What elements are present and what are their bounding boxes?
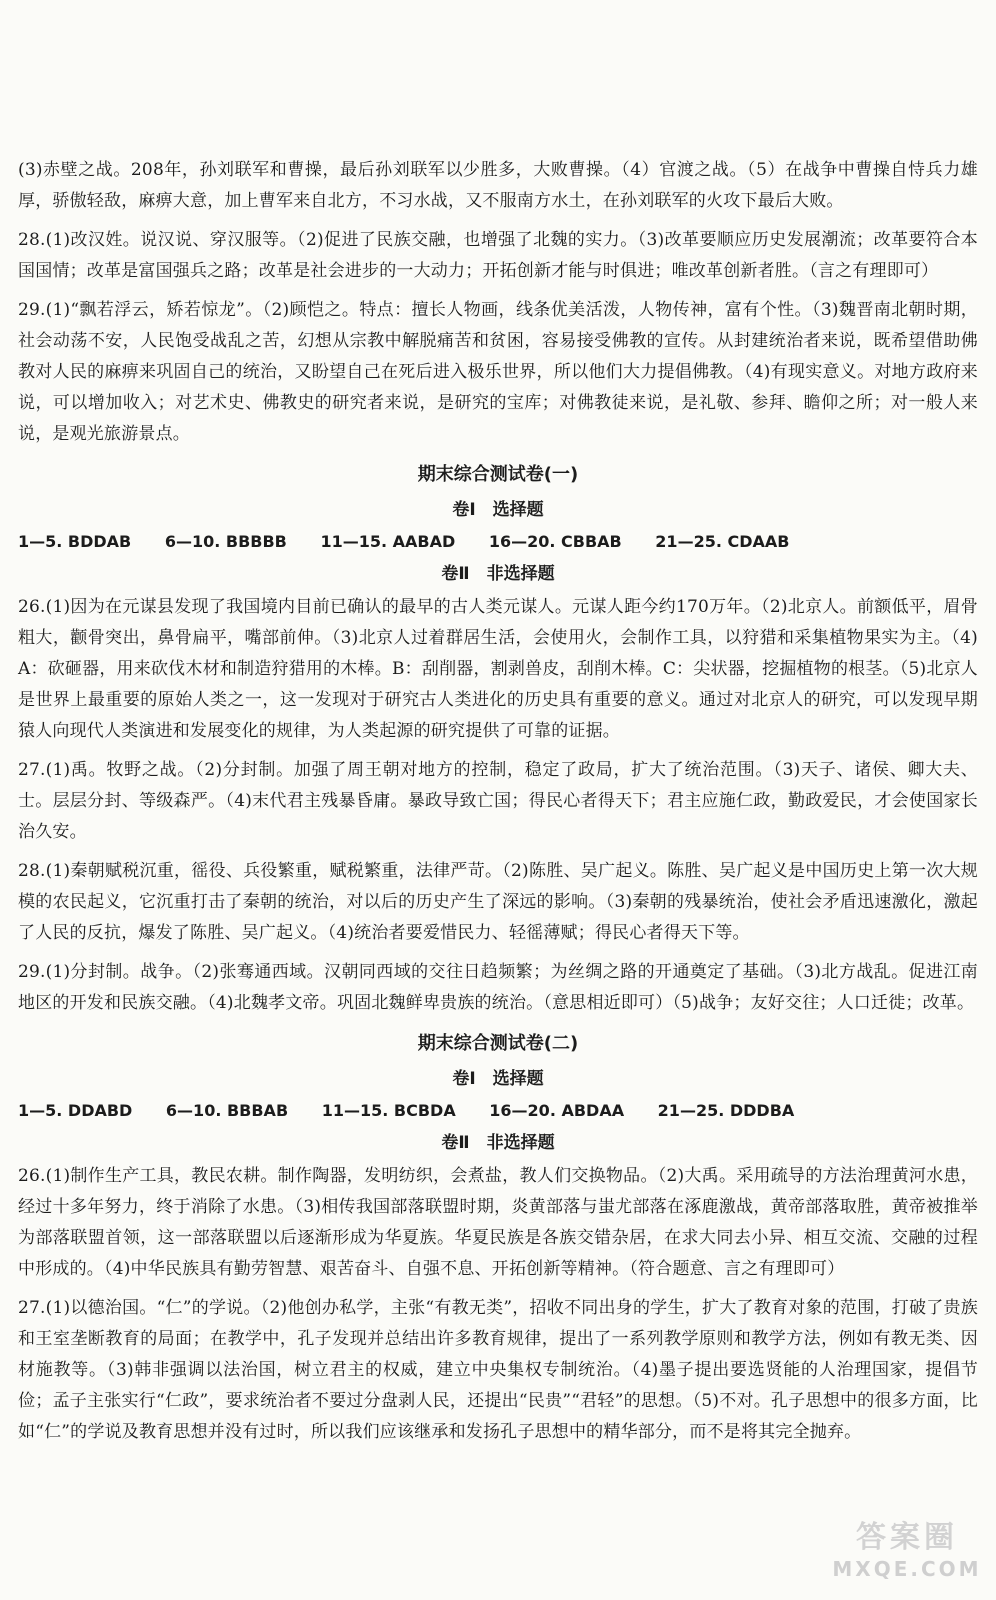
exam2-title: 期末综合测试卷(二) bbox=[417, 1033, 579, 1054]
answer-group: 6—10. BBBBB bbox=[164, 532, 287, 551]
paragraph-q29: 29.(1)“飘若浮云，矫若惊龙”。（2)顾恺之。特点：擅长人物画，线条优美活泼，人物传神，富有个性。（3)魏晋南北朝时期，社会动荡不安，人民饱受战乱之苦，幻想从宗教中解脱痛苦和贫困，容易接受佛教的宣传。从封建统治者来说，既希望借助佛教对人民的麻痹来巩固自己的统治，又盼望自己在死后进入极乐世界，所以他们大力提倡佛教。（4)有现实意义。对地方政府来说，可以增加收入；对艺术史、佛教史的研究者来说，是研究的宝库；对佛教徒来说，是礼敬、参拜、瞻仰之所；对一般人来说，是观光旅游景点。 bbox=[18, 300, 978, 444]
answer-group: 11—15. AABAD bbox=[320, 532, 456, 551]
exam2-part2-title: 卷Ⅱ 非选择题 bbox=[441, 1133, 555, 1153]
answer-group: 1—5. BDDAB bbox=[18, 532, 132, 551]
answer-group: 11—15. BCBDA bbox=[321, 1101, 456, 1120]
exam2-q26: 26.(1)制作生产工具，教民农耕。制作陶器，发明纺织，会煮盐，教人们交换物品。（2)大禹。采用疏导的方法治理黄河水患，经过十多年努力，终于消除了水患。（3)相传我国部落联盟时期，炎黄部落与蚩尤部落在涿鹿激战，黄帝部落取胜，黄帝被推举为部落联盟首领，这一部落联盟以后逐渐形成为华夏族。华夏民族是各族交错杂居，在求大同去小异、相互交流、交融的过程中形成的。（4)中华民族具有勤劳智慧、艰苦奋斗、自强不息、开拓创新等精神。（符合题意、言之有理即可） bbox=[18, 1166, 978, 1279]
paragraph-q28: 28.(1)改汉姓。说汉说、穿汉服等。（2)促进了民族交融，也增强了北魏的实力。（3)改革要顺应历史发展潮流；改革要符合本国国情；改革是富国强兵之路；改革是社会进步的一大动力；开拓创新才能与时俱进；唯改革创新者胜。（言之有理即可） bbox=[18, 230, 978, 281]
exam1-q28: 28.(1)秦朝赋税沉重，徭役、兵役繁重，赋税繁重，法律严苛。（2)陈胜、吴广起义。陈胜、吴广起义是中国历史上第一次大规模的农民起义，它沉重打击了秦朝的统治，对以后的历史产生了深远的影响。（3)秦朝的残暴统治，使社会矛盾迅速激化，激起了人民的反抗，爆发了陈胜、吴广起义。（4)统治者要爱惜民力、轻徭薄赋；得民心者得天下等。 bbox=[18, 861, 978, 943]
watermark-logo-text: 答案圈 bbox=[856, 1520, 958, 1555]
exam1-choice-answers bbox=[18, 528, 978, 556]
answer-content bbox=[18, 155, 978, 1456]
exam2-choice-answers bbox=[18, 1097, 978, 1125]
watermark-logo bbox=[832, 1520, 982, 1588]
exam2-q27: 27.(1)以德治国。“仁”的学说。（2)他创办私学，主张“有教无类”，招收不同出身的学生，扩大了教育对象的范围，打破了贵族和王室垄断教育的局面；在教学中，孔子发现并总结出许多教育规律，提出了一系列教学原则和教学方法，例如有教无类、因材施教等。（3)韩非强调以法治国，树立君主的权威，建立中央集权专制统治。（4)墨子提出要选贤能的人治理国家，提倡节俭；孟子主张实行“仁政”，要求统治者不要过分盘剥人民，还提出“民贵”“君轻”的思想。（5)不对。孔子思想中的很多方面，比如“仁”的学说及教育思想并没有过时，所以我们应该继承和发扬孔子思想中的精华部分，而不是将其完全抛弃。 bbox=[18, 1298, 978, 1442]
exam1-title: 期末综合测试卷(一) bbox=[417, 464, 579, 485]
answer-group: 21—25. DDDBA bbox=[657, 1101, 795, 1120]
exam1-part1-title: 卷Ⅰ 选择题 bbox=[452, 500, 544, 520]
answer-group: 16—20. CBBAB bbox=[488, 532, 622, 551]
exam2-part1-title: 卷Ⅰ 选择题 bbox=[452, 1069, 544, 1089]
answer-group: 16—20. ABDAA bbox=[489, 1101, 625, 1120]
answer-group: 21—25. CDAAB bbox=[655, 532, 790, 551]
exam1-q26: 26.(1)因为在元谋县发现了我国境内目前已确认的最早的古人类元谋人。元谋人距今约170万年。（2)北京人。前额低平，眉骨粗大，颧骨突出，鼻骨扁平，嘴部前伸。（3)北京人过着群居生活，会使用火，会制作工具，以狩猎和采集植物果实为主。（4)A：砍砸器，用来砍伐木材和制造狩猎用的木棒。B：刮削器，割剥兽皮，刮削木棒。C：尖状器，挖掘植物的根茎。（5)北京人是世界上最重要的原始人类之一，这一发现对于研究古人类进化的历史具有重要的意义。通过对北京人的研究，可以发现早期猿人向现代人类演进和发展变化的规律，为人类起源的研究提供了可靠的证据。 bbox=[18, 597, 978, 741]
answer-group: 1—5. DDABD bbox=[18, 1101, 133, 1120]
paragraph-q27-part3: (3)赤壁之战。208年，孙刘联军和曹操，最后孙刘联军以少胜多，大败曹操。（4）官渡之战。（5）在战争中曹操自恃兵力雄厚，骄傲轻敌，麻痹大意，加上曹军来自北方，不习水战，又不服南方水土，在孙刘联军的火攻下最后大败。 bbox=[18, 160, 978, 211]
watermark-site: MXQE.COM bbox=[832, 1557, 982, 1581]
exam1-q27: 27.(1)禹。牧野之战。（2)分封制。加强了周王朝对地方的控制，稳定了政局，扩大了统治范围。（3)天子、诸侯、卿大夫、士。层层分封、等级森严。（4)末代君主残暴昏庸。暴政导致亡国；得民心者得天下；君主应施仁政，勤政爱民，才会使国家长治久安。 bbox=[18, 760, 978, 842]
exam1-part2-title: 卷Ⅱ 非选择题 bbox=[441, 564, 555, 584]
answer-group: 6—10. BBBAB bbox=[165, 1101, 289, 1120]
exam1-q29: 29.(1)分封制。战争。（2)张骞通西域。汉朝同西域的交往日趋频繁；为丝绸之路的开通奠定了基础。（3)北方战乱。促进江南地区的开发和民族交融。（4)北魏孝文帝。巩固北魏鲜卑贵族的统治。（意思相近即可）（5)战争；友好交往；人口迁徙；改革。 bbox=[18, 962, 978, 1013]
